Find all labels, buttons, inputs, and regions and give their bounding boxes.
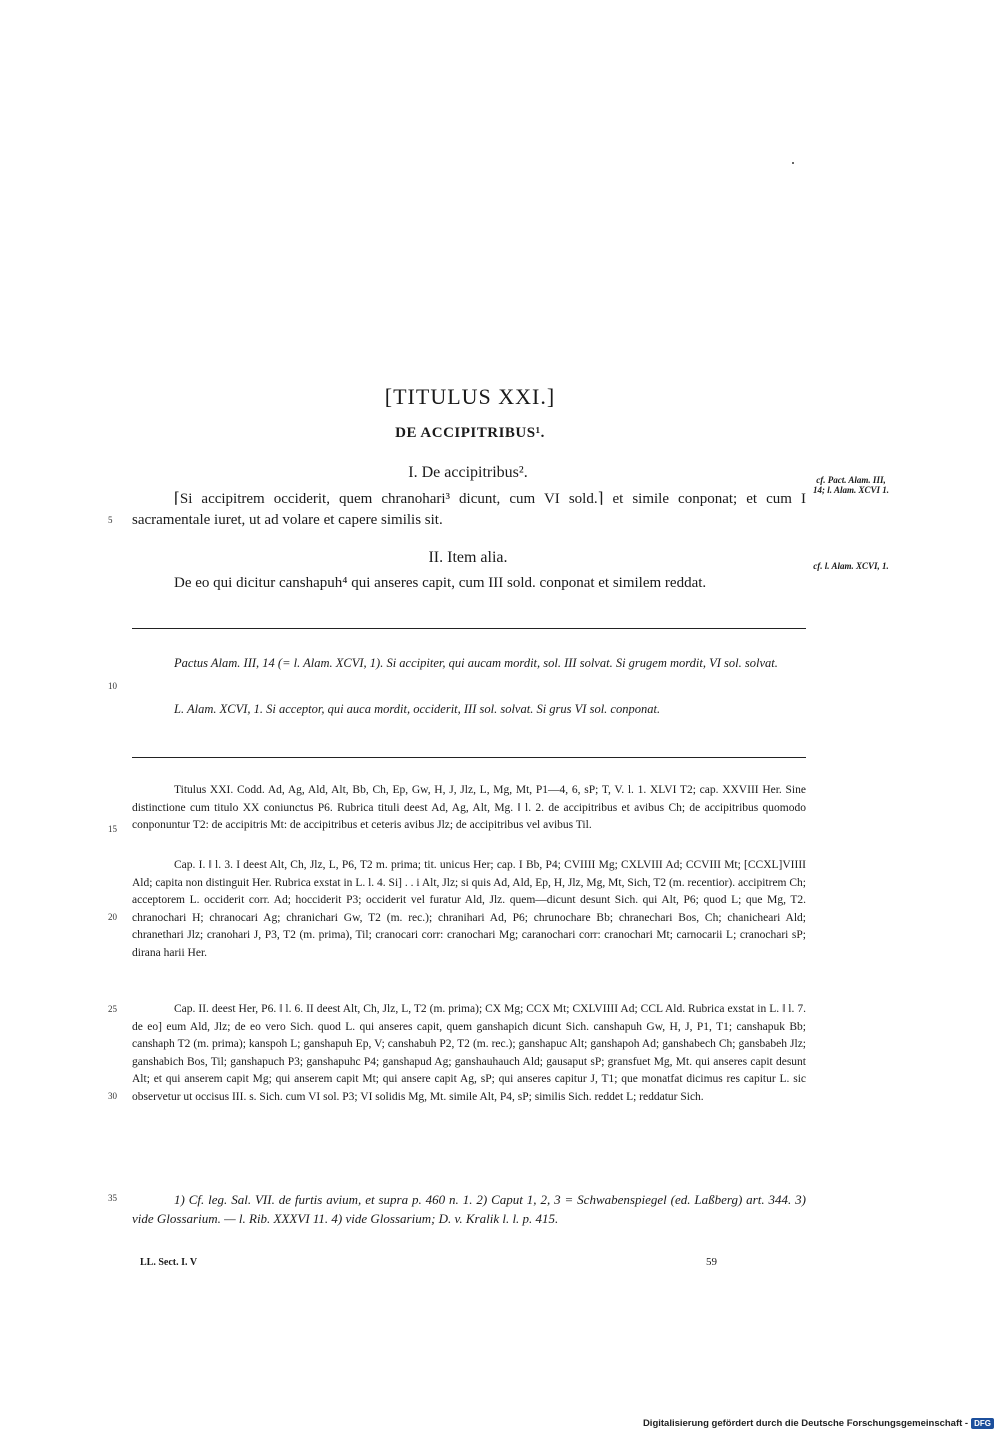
page-number: 59: [706, 1256, 717, 1268]
line-number: 5: [108, 515, 113, 525]
apparatus-title: Titulus XXI. Codd. Ad, Ag, Ald, Alt, Bb, Ch, Ep, Gw, H, J, Jlz, L, Mg, Mt, P1—4, 6, sP; T, V. l. 1. XLVI T2; cap. XXVIII Her. Sine distinctione cum titulo XX coniunctus P6. Rubrica tituli deest Ad, Ag, Alt, Mg. ‖ l. 2. de accipitribus et avibus Ch; de accipitribus quomodo conponuntur T2: de accipitris Mt: de accipitribus et ceteris avibus Jlz; de accipitribus vel avibus Til.: [132, 784, 806, 831]
divider-rule: [132, 628, 806, 629]
section-heading-1: I. De accipitribus².: [408, 464, 528, 481]
line-number: 25: [108, 1004, 117, 1014]
margin-note-1: cf. Pact. Alam. III, 14; l. Alam. XCVI 1.: [813, 475, 889, 495]
page-title: [TITULUS XXI.]: [384, 384, 556, 409]
section-text-2: De eo qui dicitur canshapuh⁴ qui anseres capit, cum III sold. conponat et similem reddat.: [174, 575, 707, 591]
dfg-logo-icon: DFG: [971, 1418, 994, 1429]
scan-speck: [792, 162, 794, 164]
line-number: 15: [108, 824, 117, 834]
margin-note-2: cf. l. Alam. XCVI, 1.: [813, 561, 889, 571]
section-text-1: ⌈Si accipitrem occiderit, quem chranohari³ dicunt, cum VI sold.⌉ et simile conponat; et cum I sacramentale iuret, ut ad volare et capere similis sit.: [132, 491, 806, 528]
line-number: 35: [108, 1193, 117, 1203]
line-number: 20: [108, 912, 117, 922]
parallel-text-lex-alam: L. Alam. XCVI, 1. Si acceptor, qui auca mordit, occiderit, III sol. solvat. Si grus VI sol. conponat.: [174, 702, 661, 716]
line-number: 10: [108, 681, 117, 691]
apparatus-cap-1: Cap. I. ‖ l. 3. I deest Alt, Ch, Jlz, L, P6, T2 m. prima; tit. unicus Her; cap. I Bb, P4; CVIIII Mg; CXLVIII Ad; CCVIII Mt; [CCXL]VIIII Ald; capita non distinguit Her. Rubrica exstat in L. l. 4. Si] . . i Alt, Jlz; si quis Ad, Ald, Ep, H, Jlz, Mg, Mt, Sich, T2 (m. recentior). accipitrem Ch; acceptorem L. occiderit corr. Ad; hocciderit P3; occiderit vel furatur Ald, Jlz. quem—dicunt desunt Sich. qui Alt, P6; quod L; que Mg, T2. chranochari H; chranocari Ag; chranichari Gw, T2 (m. rec.); chranihari Ad, P6; chrunochare Bb; chranechari Bos, Ch; chanicheari Ald; chranethari Jlz; cranohari J, P3, T2 (m. prima), Til; cranocari corr: cranochari Mg; caranochari corr: cranochari Mt; carnocarii L; cranochari sP; dirana harii Her.: [132, 859, 806, 959]
footnotes: 1) Cf. leg. Sal. VII. de furtis avium, et supra p. 460 n. 1. 2) Caput 1, 2, 3 = Schwabenspiegel (ed. Laßberg) art. 344. 3) vide Glossarium. — l. Rib. XXXVI 11. 4) vide Glossarium; D. v. Kralik l. l. p. 415.: [132, 1192, 806, 1226]
dfg-credit-text: Digitalisierung gefördert durch die Deutsche Forschungsgemeinschaft -: [642, 1418, 969, 1429]
dfg-credit: [643, 1418, 994, 1429]
section-heading-2: II. Item alia.: [428, 549, 508, 566]
line-number: 30: [108, 1091, 117, 1101]
parallel-text-pactus: Pactus Alam. III, 14 (= l. Alam. XCVI, 1). Si accipiter, qui aucam mordit, sol. III solvat. Si grugem mordit, VI sol. solvat.: [174, 656, 778, 670]
sheet-signature: LL. Sect. I. V: [140, 1257, 198, 1268]
page-subtitle: DE ACCIPITRIBUS¹.: [395, 425, 545, 441]
divider-rule: [132, 757, 806, 758]
apparatus-cap-2: Cap. II. deest Her, P6. ‖ l. 6. II deest Alt, Ch, Jlz, L, T2 (m. prima); CX Mg; CCX Mt; CXLVIIII Ad; CCL Ald. Rubrica exstat in L. ‖ l. 7. de eo] eum Ald, Jlz; de eo vero Sich. quod L. qui anseres capit, quem ganshapich dicunt Sich. canshapuh Gw, H, J, P1, T1; canshapuk Bb; canshaph T2 (m. prima); kanspoh L; ganshapuh Ep, V; canshabuh P2, T2 (m. rec.); ganshapuc Alt; ganshapoh Ad; ganshabech Ch; gansbabeh Jlz; ganshabich Bos, Til; ganshapuch P3; ganshapuhc P4; ganshapud Ag; ganshauhauch Ald; gausaput sP; gransfuet Mg, Mt. qui anseres capit desunt Alt; et qui anserem capit Mg; qui anserem capit Mt; qui ansere capit Ag, sP; qui anseres capitur J, T1; que monatfat dicimus res capitur L. sic observetur ut occisus III. s. Sich. cum VI sol. P3; VI solidis Mg, Mt. simile Alt, P4, sP; similis Sich. reddet L; reddatur Sich.: [132, 1003, 806, 1103]
